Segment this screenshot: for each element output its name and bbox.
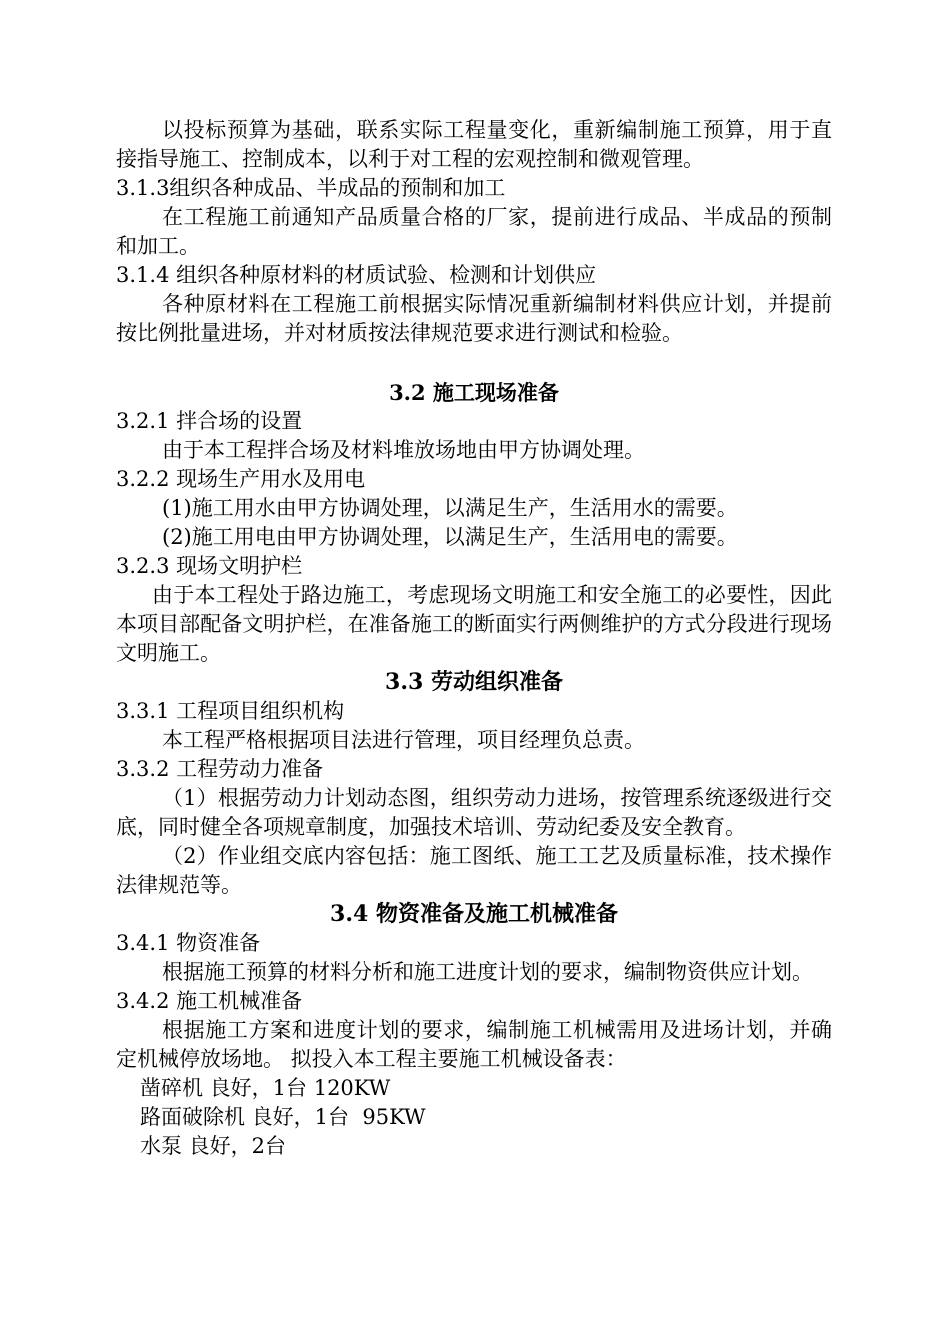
document-page bbox=[116, 116, 832, 1161]
paragraph-supplies: 根据施工预算的材料分析和施工进度计划的要求，编制物资供应计划。 bbox=[162, 960, 813, 984]
section-3-3-heading: 3.3 劳动组织准备 bbox=[385, 669, 563, 695]
paragraph-guardrail: 由于本工程处于路边施工，考虑现场文明施工和安全施工的必要性，因此本项目部配备文明护栏，在准备施工的断面实行两侧维护的方式分段进行现场文明施工。 bbox=[116, 583, 832, 665]
section-3-2-2-title: 3.2.2 现场生产用水及用电 bbox=[116, 467, 366, 491]
section-3-1-4-title: 3.1.4 组织各种原材料的材质试验、检测和计划供应 bbox=[116, 263, 597, 287]
section-3-1-3-title: 3.1.3组织各种成品、半成品的预制和加工 bbox=[116, 176, 506, 200]
section-3-2-3-title: 3.2.3 现场文明护栏 bbox=[116, 554, 303, 578]
spacer bbox=[116, 348, 832, 378]
section-3-2-1-title: 3.2.1 拌合场的设置 bbox=[116, 409, 303, 433]
paragraph-organization: 本工程严格根据项目法进行管理，项目经理负总责。 bbox=[162, 728, 645, 752]
section-3-4-2-title: 3.4.2 施工机械准备 bbox=[116, 989, 303, 1013]
list-item-power: (2)施工用电由甲方协调处理，以满足生产，生活用电的需要。 bbox=[162, 525, 738, 549]
paragraph-machinery: 根据施工方案和进度计划的要求，编制施工机械需用及进场计划，并确定机械停放场地。 拟投入本工程主要施工机械设备表： bbox=[116, 1018, 832, 1071]
paragraph-materials: 各种原材料在工程施工前根据实际情况重新编制材料供应计划，并提前按比例批量进场，并对材质按法律规范要求进行测试和检验。 bbox=[116, 292, 832, 345]
list-item-labor-2: （2）作业组交底内容包括：施工图纸、施工工艺及质量标准，技术操作法律规范等。 bbox=[116, 844, 832, 897]
list-item-labor-1: （1）根据劳动力计划动态图，组织劳动力进场，按管理系统逐级进行交底，同时健全各项规章制度，加强技术培训、劳动纪委及安全教育。 bbox=[116, 786, 832, 839]
equipment-item: 凿碎机 良好，1台 120KW bbox=[140, 1076, 391, 1100]
paragraph-budget: 以投标预算为基础，联系实际工程量变化，重新编制施工预算，用于直接指导施工、控制成本，以利于对工程的宏观控制和微观管理。 bbox=[116, 118, 832, 171]
section-3-4-1-title: 3.4.1 物资准备 bbox=[116, 931, 261, 955]
list-item-water: (1)施工用水由甲方协调处理，以满足生产，生活用水的需要。 bbox=[162, 496, 738, 520]
section-3-3-2-title: 3.3.2 工程劳动力准备 bbox=[116, 757, 324, 781]
equipment-item: 水泵 良好，2台 bbox=[140, 1134, 287, 1158]
section-3-3-1-title: 3.3.1 工程项目组织机构 bbox=[116, 699, 345, 723]
section-3-4-heading: 3.4 物资准备及施工机械准备 bbox=[330, 901, 618, 927]
paragraph-prefab: 在工程施工前通知产品质量合格的厂家，提前进行成品、半成品的预制和加工。 bbox=[116, 205, 832, 258]
equipment-item: 路面破除机 良好，1台 95KW bbox=[140, 1105, 426, 1129]
section-3-2-heading: 3.2 施工现场准备 bbox=[389, 380, 559, 405]
paragraph-mixing-site: 由于本工程拌合场及材料堆放场地由甲方协调处理。 bbox=[162, 438, 645, 462]
